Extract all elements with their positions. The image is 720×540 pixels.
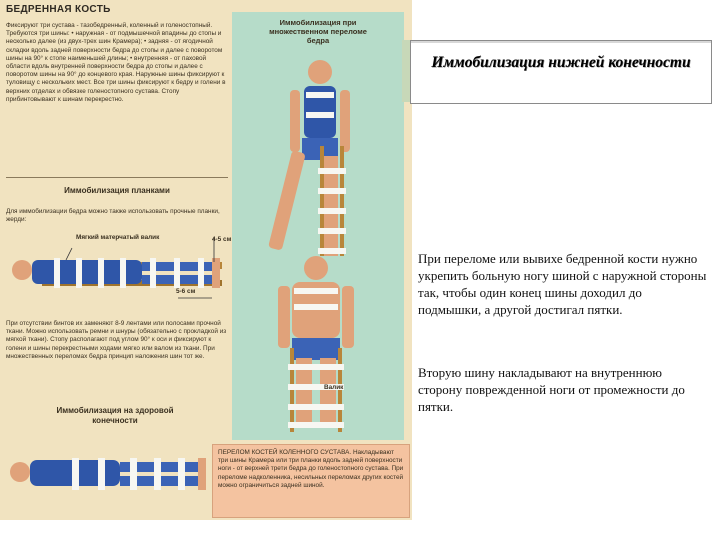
standing-figure-bandaged-illustration (252, 252, 382, 440)
planks-text: Для иммобилизации бедра можно также использовать прочные планки, жерди: (6, 208, 220, 224)
lying-figure-healthy-limb-illustration (2, 434, 212, 514)
paragraph-femur-outer-splint: При переломе или вывихе бедренной кости нужно укрепить больную ногу шиной с наружной стороны так, чтобы один конец шины доходил до подмышки, а другой достигал пятки. (418, 251, 707, 317)
planks-note: При отсутствии бинтов их заменяют 8-9 лентами или полосами прочной ткани. Можно использовать ремни и шнуры (обязательно с прокладкой из мягкой ткани). Стопу располагают под углом 90° к оси и фиксируют к голени и шины перекрестными ходами мягко или валом из ткани. При множественных переломах бедра принцип наложения шин тот же. (6, 320, 227, 360)
title-accent-bar (402, 40, 410, 102)
poster-intro-text: Фиксируют три сустава - тазобедренный, коленный и голеностопный. Требуются три шины: • наружная - от подмышечной впадины до стопы и несколько далее (из двух-трех шин Крамера); • задняя - от ягодичной складки вдоль задней поверхности бедра до стопы и далее с поворотом шины на 90° к стопе наименьшей длины; • внутренняя - от паховой области вдоль внутренней поверхности бедра до стопы и далее с поворотом шины на 90° до концевого края. Наружные шины фиксируют к туловищу с нескольких мест. Все три шины фиксируют к бедру и голени в верхних отделах и обвязке голеностопного сустава. Стопу прибинтовывают к шинам перекрестно. (6, 22, 226, 103)
dimension-label-horizontal: 5-6 см (176, 288, 196, 295)
planks-caption: Иммобилизация планками (64, 186, 170, 195)
roll-label: Валик (324, 384, 344, 391)
soft-roll-label: Мягкий матерчатый валик (76, 234, 160, 241)
paragraph-inner-splint: Вторую шину накладывают на внутреннюю сторону поврежденной ноги от промежности до пятки. (418, 365, 685, 414)
standing-figure-splinted-illustration (262, 52, 382, 272)
multiple-fracture-panel (232, 12, 404, 440)
knee-fracture-box (212, 444, 410, 518)
slide-title: Иммобилизация нижней конечности (431, 54, 691, 71)
healthy-limb-caption: Иммобилизация на здоровой конечности (56, 406, 174, 425)
slide-title-box (410, 40, 712, 104)
multiple-fracture-caption: Иммобилизация при множественном переломе бедра (269, 18, 367, 45)
dimension-label-vertical: 4-5 см (212, 236, 232, 243)
section-divider (6, 177, 228, 178)
knee-fracture-text: ПЕРЕЛОМ КОСТЕЙ КОЛЕННОГО СУСТАВА. Накладывают три шины Крамера или три планки вдоль задней поверхности ноги - от верхней трети бедра до голеностопного сустава. При переломе надколенника, несильных переломах других костей можно ограничиться задней шиной. (218, 449, 404, 489)
poster-header: БЕДРЕННАЯ КОСТЬ (6, 4, 111, 15)
